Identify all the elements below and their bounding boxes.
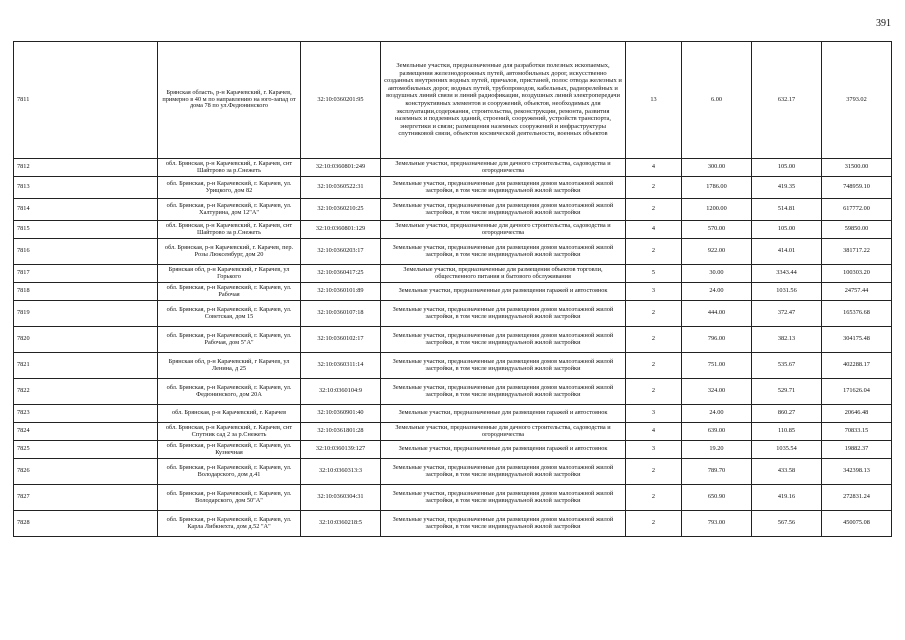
table-row: [14, 379, 892, 405]
area-cell: 6.00: [682, 42, 752, 159]
cadastral-value-cell: 402288.17: [822, 353, 892, 379]
permitted-use-cell: Земельные участки, предназначенные для дачного строительства, садоводства и огородничества: [381, 423, 626, 441]
address-cell: обл. Брянская, р-н Карачевский, г. Карачев, ул. Рабочая: [158, 283, 301, 301]
cadastral-number-cell: 32:10:0360107:18: [301, 301, 381, 327]
table-row: [14, 327, 892, 353]
record-number: 7819: [14, 301, 158, 327]
table-row: [14, 239, 892, 265]
use-group-cell: 3: [626, 283, 682, 301]
permitted-use-cell: Земельные участки, предназначенные для размещения гаражей и автостоянок: [381, 441, 626, 459]
area-cell: 30.00: [682, 265, 752, 283]
address-cell: обл. Брянская, р-н Карачевский, г. Карачев, снт Шайтрово за р.Снежеть: [158, 159, 301, 177]
cadastral-number-cell: 32:10:0360104:9: [301, 379, 381, 405]
cadastral-number-cell: 32:10:0360203:17: [301, 239, 381, 265]
table-row: [14, 511, 892, 537]
permitted-use-cell: Земельные участки, предназначенные для размещения гаражей и автостоянок: [381, 283, 626, 301]
address-cell: обл. Брянская, р-н Карачевский, г. Карачев: [158, 405, 301, 423]
cadastral-value-cell: 381717.22: [822, 239, 892, 265]
table-body: [14, 42, 892, 537]
cadastral-value-cell: 342398.13: [822, 459, 892, 485]
cadastral-number-cell: 32:10:0360522:31: [301, 177, 381, 199]
record-number: 7816: [14, 239, 158, 265]
record-number: 7824: [14, 423, 158, 441]
record-number: 7820: [14, 327, 158, 353]
permitted-use-cell: Земельные участки, предназначенные для размещения домов малоэтажной жилой застройки, в том числе индивидуальной жилой застройки: [381, 353, 626, 379]
table-row: [14, 199, 892, 221]
area-cell: 796.00: [682, 327, 752, 353]
specific-value-cell: 110.85: [752, 423, 822, 441]
cadastral-value-cell: 450075.08: [822, 511, 892, 537]
table-row: [14, 485, 892, 511]
record-number: 7818: [14, 283, 158, 301]
area-cell: 24.00: [682, 283, 752, 301]
table-row: [14, 159, 892, 177]
record-number: 7823: [14, 405, 158, 423]
permitted-use-cell: Земельные участки, предназначенные для дачного строительства, садоводства и огородничества: [381, 159, 626, 177]
record-number: 7827: [14, 485, 158, 511]
page-number: 391: [876, 18, 891, 29]
cadastral-value-cell: 272831.24: [822, 485, 892, 511]
permitted-use-cell: Земельные участки, предназначенные для размещения домов малоэтажной жилой застройки, в том числе индивидуальной жилой застройки: [381, 239, 626, 265]
table-row: [14, 265, 892, 283]
specific-value-cell: 514.81: [752, 199, 822, 221]
cadastral-value-cell: 59850.00: [822, 221, 892, 239]
specific-value-cell: 419.35: [752, 177, 822, 199]
table-row: [14, 283, 892, 301]
cadastral-number-cell: 32:10:0360139:127: [301, 441, 381, 459]
address-cell: Брянская обл, р-н Карачевский, г Карачев, ул Горького: [158, 265, 301, 283]
table-row: [14, 441, 892, 459]
cadastral-number-cell: 32:10:0360304:31: [301, 485, 381, 511]
use-group-cell: 2: [626, 511, 682, 537]
area-cell: 570.00: [682, 221, 752, 239]
address-cell: обл. Брянская, р-н Карачевский, г. Карачев, ул. Рабочая, дом 5"А": [158, 327, 301, 353]
area-cell: 1786.00: [682, 177, 752, 199]
permitted-use-cell: Земельные участки, предназначенные для размещения домов малоэтажной жилой застройки, в том числе индивидуальной жилой застройки: [381, 199, 626, 221]
cadastral-value-cell: 171626.04: [822, 379, 892, 405]
area-cell: 1200.00: [682, 199, 752, 221]
permitted-use-cell: Земельные участки, предназначенные для размещения гаражей и автостоянок: [381, 405, 626, 423]
use-group-cell: 2: [626, 485, 682, 511]
cadastral-value-cell: 3793.02: [822, 42, 892, 159]
use-group-cell: 2: [626, 353, 682, 379]
address-cell: обл. Брянская, р-н Карачевский, г. Карачев, ул. Федюнинского, дом 20А: [158, 379, 301, 405]
use-group-cell: 5: [626, 265, 682, 283]
cadastral-number-cell: 32:10:0360102:17: [301, 327, 381, 353]
area-cell: 751.00: [682, 353, 752, 379]
cadastral-value-cell: 31500.00: [822, 159, 892, 177]
specific-value-cell: 567.56: [752, 511, 822, 537]
cadastral-number-cell: 32:10:0361801:28: [301, 423, 381, 441]
address-cell: обл. Брянская, р-н Карачевский, г. Карачев, ул. Советская, дом 15: [158, 301, 301, 327]
record-number: 7821: [14, 353, 158, 379]
specific-value-cell: 372.47: [752, 301, 822, 327]
cadastral-value-cell: 748959.10: [822, 177, 892, 199]
record-number: 7813: [14, 177, 158, 199]
address-cell: Брянская область, р-н Карачевский, г. Карачев, примерно в 40 м по направлению на юго-запад от дома 78 по ул.Федюнинского: [158, 42, 301, 159]
area-cell: 793.00: [682, 511, 752, 537]
permitted-use-cell: Земельные участки, предназначенные для размещения домов малоэтажной жилой застройки, в том числе индивидуальной жилой застройки: [381, 327, 626, 353]
use-group-cell: 2: [626, 301, 682, 327]
permitted-use-cell: Земельные участки, предназначенные для размещения объектов торговли, общественного питания и бытового обслуживания: [381, 265, 626, 283]
cadastral-value-cell: 304175.48: [822, 327, 892, 353]
cadastral-number-cell: 32:10:0360801:129: [301, 221, 381, 239]
cadastral-number-cell: 32:10:0360210:25: [301, 199, 381, 221]
specific-value-cell: 1035.54: [752, 441, 822, 459]
area-cell: 650.90: [682, 485, 752, 511]
cadastral-value-cell: 20646.48: [822, 405, 892, 423]
cadastral-value-cell: 19882.37: [822, 441, 892, 459]
cadastral-value-cell: 165376.68: [822, 301, 892, 327]
cadastral-number-cell: 32:10:0360901:40: [301, 405, 381, 423]
specific-value-cell: 105.00: [752, 221, 822, 239]
specific-value-cell: 3343.44: [752, 265, 822, 283]
record-number: 7825: [14, 441, 158, 459]
area-cell: 639.00: [682, 423, 752, 441]
use-group-cell: 4: [626, 159, 682, 177]
cadastral-value-cell: 617772.00: [822, 199, 892, 221]
record-number: 7828: [14, 511, 158, 537]
specific-value-cell: 529.71: [752, 379, 822, 405]
address-cell: Брянская обл, р-н Карачевский, г Карачев, ул Ленина, д 25: [158, 353, 301, 379]
area-cell: 922.00: [682, 239, 752, 265]
permitted-use-cell: Земельные участки, предназначенные для размещения домов малоэтажной жилой застройки, в том числе индивидуальной жилой застройки: [381, 379, 626, 405]
record-number: 7811: [14, 42, 158, 159]
specific-value-cell: 419.16: [752, 485, 822, 511]
specific-value-cell: 382.13: [752, 327, 822, 353]
use-group-cell: 2: [626, 199, 682, 221]
table-row: [14, 177, 892, 199]
permitted-use-cell: Земельные участки, предназначенные для размещения домов малоэтажной жилой застройки, в том числе индивидуальной жилой застройки: [381, 177, 626, 199]
permitted-use-cell: Земельные участки, предназначенные для размещения домов малоэтажной жилой застройки, в том числе индивидуальной жилой застройки: [381, 511, 626, 537]
use-group-cell: 2: [626, 177, 682, 199]
address-cell: обл. Брянская, р-н Карачевский, г. Карачев, ул. Урицкого, дом 82: [158, 177, 301, 199]
cadastral-number-cell: 32:10:0360201:95: [301, 42, 381, 159]
specific-value-cell: 433.58: [752, 459, 822, 485]
cadastral-number-cell: 32:10:0360313:3: [301, 459, 381, 485]
area-cell: 24.00: [682, 405, 752, 423]
cadastral-number-cell: 32:10:0360417:25: [301, 265, 381, 283]
use-group-cell: 2: [626, 459, 682, 485]
record-number: 7815: [14, 221, 158, 239]
permitted-use-cell: Земельные участки, предназначенные для размещения домов малоэтажной жилой застройки, в том числе индивидуальной жилой застройки: [381, 459, 626, 485]
table-row: [14, 221, 892, 239]
specific-value-cell: 105.00: [752, 159, 822, 177]
address-cell: обл. Брянская, р-н Карачевский, г. Карачев, снт Шайтрово за р.Снежеть: [158, 221, 301, 239]
specific-value-cell: 414.01: [752, 239, 822, 265]
specific-value-cell: 632.17: [752, 42, 822, 159]
permitted-use-cell: Земельные участки, предназначенные для размещения домов малоэтажной жилой застройки, в том числе индивидуальной жилой застройки: [381, 301, 626, 327]
use-group-cell: 4: [626, 423, 682, 441]
address-cell: обл. Брянская, р-н Карачевский, г. Карачев, ул. Кузнечная: [158, 441, 301, 459]
record-number: 7817: [14, 265, 158, 283]
area-cell: 19.20: [682, 441, 752, 459]
use-group-cell: 3: [626, 405, 682, 423]
table-row: [14, 459, 892, 485]
table-row: [14, 42, 892, 159]
cadastral-value-table: [13, 41, 892, 537]
area-cell: 789.70: [682, 459, 752, 485]
cadastral-number-cell: 32:10:0360311:14: [301, 353, 381, 379]
cadastral-value-cell: 100303.20: [822, 265, 892, 283]
use-group-cell: 2: [626, 379, 682, 405]
cadastral-number-cell: 32:10:0360218:5: [301, 511, 381, 537]
table-row: [14, 301, 892, 327]
permitted-use-cell: Земельные участки, предназначенные для разработки полезных ископаемых, размещения железнодорожных путей, автомобильных дорог, искусственно созданных внутренних водных путей, причалов, пристаней, полос отвода железных и автомобильных дорог, водных путей, трубопроводов, кабельных, радиорелейных и воздушных линий связи и линий радиофикации, воздушных линий электропередачи конструктивных элементов и сооружений, объектов, необходимых для эксплуатации,содержания, строительства, реконструкции, ремонта, развития наземных и подземных зданий, строений, сооружений, устройств транспорта, энергетики и связи; размещения наземных сооружений и инфраструктуры спутниковой связи, объектов космической деятельности, военных объектов: [381, 42, 626, 159]
record-number: 7822: [14, 379, 158, 405]
table-row: [14, 353, 892, 379]
use-group-cell: 2: [626, 239, 682, 265]
address-cell: обл. Брянская, р-н Карачевский, г. Карачев, ул. Володарского, дом 50"А": [158, 485, 301, 511]
address-cell: обл. Брянская, р-н Карачевский, г. Карачев, снт Спутник сад 2 за р.Снежеть: [158, 423, 301, 441]
use-group-cell: 2: [626, 327, 682, 353]
record-number: 7814: [14, 199, 158, 221]
table-row: [14, 423, 892, 441]
permitted-use-cell: Земельные участки, предназначенные для дачного строительства, садоводства и огородничества: [381, 221, 626, 239]
cadastral-value-cell: 24757.44: [822, 283, 892, 301]
table-row: [14, 405, 892, 423]
record-number: 7812: [14, 159, 158, 177]
address-cell: обл. Брянская, р-н Карачевский, г. Карачев, пер. Розы Люксембург, дом 20: [158, 239, 301, 265]
use-group-cell: 13: [626, 42, 682, 159]
specific-value-cell: 860.27: [752, 405, 822, 423]
use-group-cell: 3: [626, 441, 682, 459]
cadastral-number-cell: 32:10:0360101:89: [301, 283, 381, 301]
area-cell: 300.00: [682, 159, 752, 177]
address-cell: обл. Брянская, р-н Карачевский, г. Карачев, ул. Володарского, дом д.41: [158, 459, 301, 485]
permitted-use-cell: Земельные участки, предназначенные для размещения домов малоэтажной жилой застройки, в том числе индивидуальной жилой застройки: [381, 485, 626, 511]
record-number: 7826: [14, 459, 158, 485]
use-group-cell: 4: [626, 221, 682, 239]
cadastral-number-cell: 32:10:0360801:249: [301, 159, 381, 177]
area-cell: 444.00: [682, 301, 752, 327]
specific-value-cell: 1031.56: [752, 283, 822, 301]
specific-value-cell: 535.67: [752, 353, 822, 379]
area-cell: 324.00: [682, 379, 752, 405]
address-cell: обл. Брянская, р-н Карачевский, г. Карачев, ул. Халтурина, дом 12"А": [158, 199, 301, 221]
cadastral-value-cell: 70833.15: [822, 423, 892, 441]
address-cell: обл. Брянская, р-н Карачевский, г. Карачев, ул. Карла Либкнехта, дом д.52 "А": [158, 511, 301, 537]
